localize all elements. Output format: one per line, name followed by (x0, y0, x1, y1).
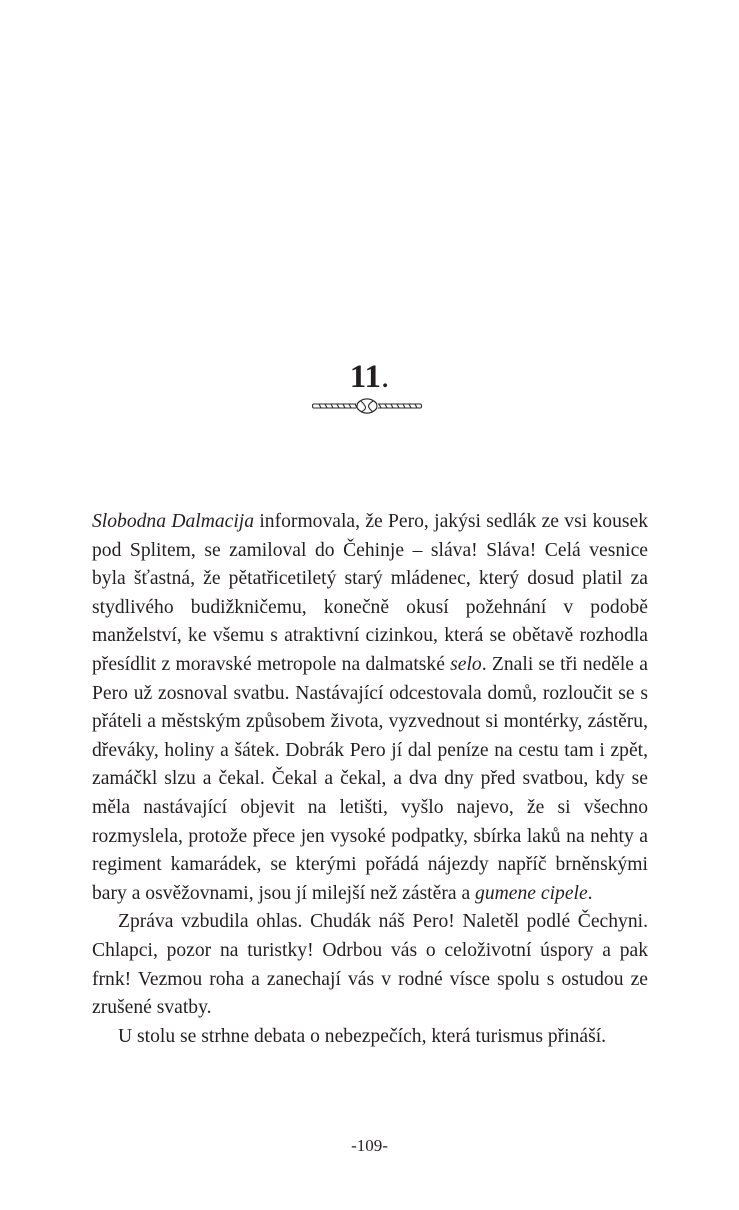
paragraph-text: . Znali se tři neděle a Pero už zosnoval svatbu. Nastávající odcestovala domů, rozloučit se s přáteli a městským způsobem života, vyzvednout si montérky, zástěru, dřeváky, holiny a šátek. Dobrák Pero jí dal peníze na cestu tam i zpět, zamáčkl slzu a čekal. Čekal a čekal, a dva dny před svatbou, kdy se měla nastávající objevit na letišti, vyšlo najevo, že si všechno rozmyslela, protože přece jen vysoké podpatky, sbírka laků na nehty a regiment kamarádek, se kterými pořádá nájezdy napříč brněnskými bary a osvěžovnami, jsou jí milejší než zástěra a (92, 653, 648, 904)
paragraph-text: . (587, 882, 593, 904)
newspaper-title: Slobodna Dalmacija (92, 511, 255, 532)
italic-word: selo (450, 653, 482, 675)
chapter-number-dot: . (380, 359, 390, 395)
paragraph (92, 508, 648, 908)
italic-phrase: gumene cipele (475, 882, 588, 904)
body-text (92, 508, 648, 1051)
paragraph: Zpráva vzbudila ohlas. Chudák náš Pero! Naletěl podlé Čechyni. Chlapci, pozor na turistky! Odrbou vás o celoživotní úspory a pak frnk! Vezmou roha a zanechají vás v rodné vísce spolu s ostudou ze zrušené svatby. (92, 911, 648, 1019)
page-number: -109- (351, 1136, 388, 1155)
paragraph: U stolu se strhne debata o nebezpečích, která turismus přináší. (118, 1025, 607, 1047)
paragraph-text: informovala, že Pero, jakýsi sedlák ze vsi kousek pod Splitem, se zamiloval do Čehinje – sláva! Sláva! Celá vesnice byla šťastná, že pětatřicetiletý starý mládenec, který dosud platil za stydlivého budižkničemu, konečně okusí požehnání v podobě manželství, ke všemu s atraktivní cizinkou, která se obětavě rozhodla přesídlit z moravské metropole na dalmatské (92, 511, 648, 675)
rope-knot-icon (311, 395, 423, 417)
chapter-heading (0, 357, 739, 397)
chapter-number: 11 (349, 359, 381, 395)
